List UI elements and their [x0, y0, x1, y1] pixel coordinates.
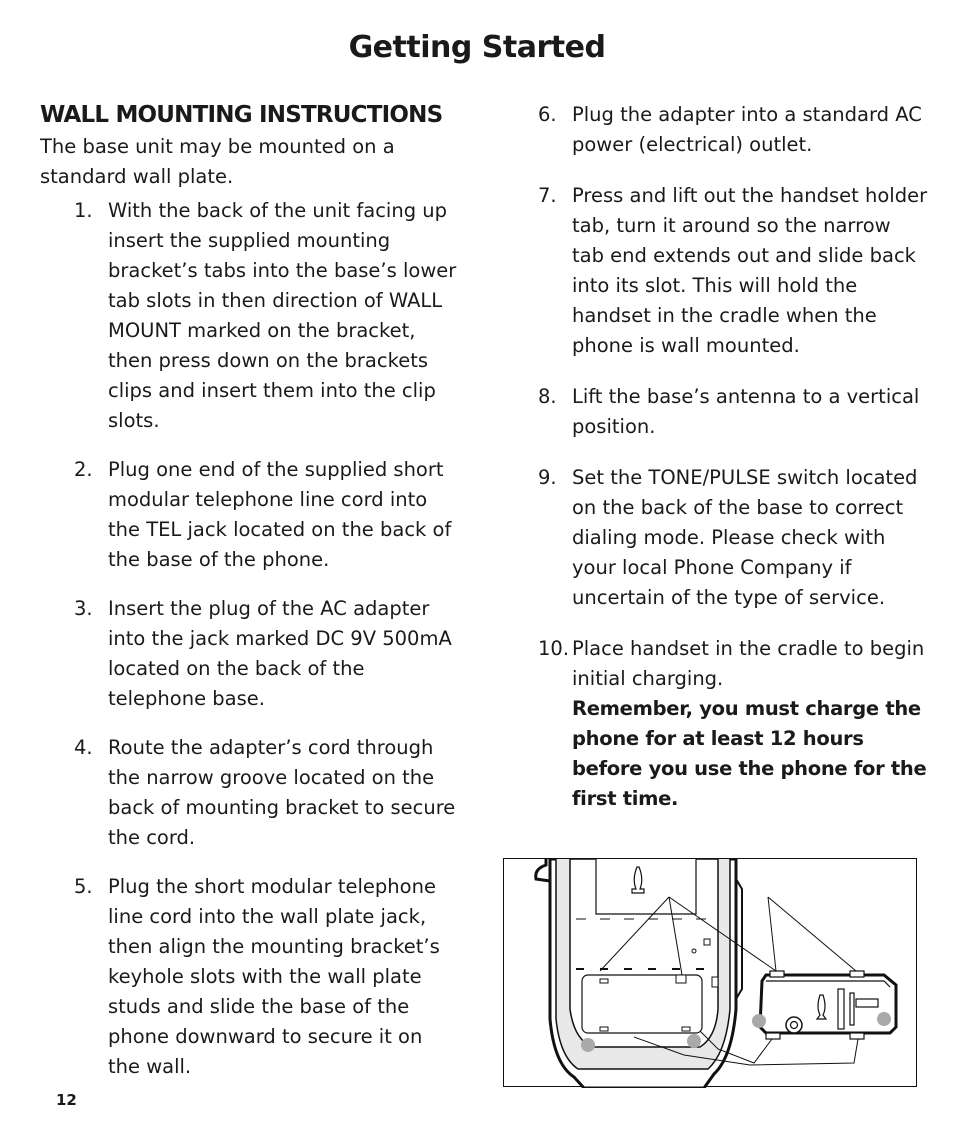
step-text: Lift the base’s antenna to a vertical position. — [572, 385, 920, 438]
step-text-main: Place handset in the cradle to begin initial charging. — [572, 637, 925, 690]
step-9 — [538, 463, 928, 613]
step-number: 2. — [74, 458, 93, 481]
side-clip — [712, 977, 718, 987]
step-number: 7. — [538, 184, 557, 207]
cord-groove — [838, 989, 844, 1029]
rubber-foot — [581, 1038, 595, 1052]
step-1 — [74, 196, 460, 436]
screw-hole — [692, 949, 696, 953]
rubber-foot — [687, 1034, 701, 1048]
tab-slot — [600, 979, 608, 983]
step-6 — [538, 100, 928, 160]
bracket-foot — [752, 1014, 766, 1028]
phone-base-diagram — [504, 859, 918, 1088]
step-5 — [74, 872, 460, 1082]
step-text: With the back of the unit facing up insert the supplied mounting bracket’s tabs into the base’s lower tab slots in then direction of WALL MOUNT marked on the bracket, then press down on the brackets clips and insert them into the clip slots. — [108, 199, 457, 432]
step-number: 3. — [74, 597, 93, 620]
step-3 — [74, 594, 460, 714]
bracket-tab — [770, 971, 784, 977]
leader-line — [768, 897, 776, 971]
step-8 — [538, 382, 928, 442]
page-number: 12 — [56, 1091, 77, 1109]
keyhole-center — [791, 1022, 798, 1029]
tab-slot — [682, 1027, 690, 1031]
tab-slot — [600, 1027, 608, 1031]
side-clip — [704, 939, 710, 945]
step-number: 9. — [538, 466, 557, 489]
steps-list-right — [538, 100, 928, 814]
right-column — [538, 100, 928, 835]
step-text: Route the adapter’s cord through the narrow groove located on the back of mounting bracket to secure the cord. — [108, 736, 456, 849]
step-number: 5. — [74, 875, 93, 898]
step-number: 10. — [538, 637, 570, 660]
step-2 — [74, 455, 460, 575]
tab-slot — [676, 975, 686, 983]
bracket-tab — [766, 1033, 780, 1039]
steps-list-left — [40, 196, 460, 1082]
bracket-tab — [850, 971, 864, 977]
step-number: 8. — [538, 385, 557, 408]
step-10 — [538, 634, 928, 814]
bracket-foot — [877, 1012, 891, 1026]
lower-recess — [582, 975, 702, 1033]
left-column — [40, 102, 460, 1101]
step-text: Plug the adapter into a standard AC power (electrical) outlet. — [572, 103, 922, 156]
step-number: 1. — [74, 199, 93, 222]
step-text: Set the TONE/PULSE switch located on the back of the base to correct dialing mode. Please check with your local Phone Company if uncertain of the type of service. — [572, 466, 918, 609]
antenna-shape — [536, 859, 550, 881]
step-text: Insert the plug of the AC adapter into the jack marked DC 9V 500mA located on the back of the telephone base. — [108, 597, 452, 710]
step-7 — [538, 181, 928, 361]
page-title: Getting Started — [348, 30, 606, 65]
charge-reminder: Remember, you must charge the phone for at least 12 hours before you use the phone for the first time. — [572, 697, 927, 810]
leader-line — [768, 897, 856, 971]
wall-mount-illustration — [503, 858, 917, 1087]
step-4 — [74, 733, 460, 853]
step-number: 6. — [538, 103, 557, 126]
step-number: 4. — [74, 736, 93, 759]
clip-tab — [856, 999, 878, 1007]
step-text: Press and lift out the handset holder tab, turn it around so the narrow tab end extends out and slide back into its slot. This will hold the handset in the cradle when the phone is wall mounted. — [572, 184, 928, 357]
step-text: Plug the short modular telephone line cord into the wall plate jack, then align the mounting bracket’s keyhole slots with the wall plate studs and slide the base of the phone downward to secure it on the wall. — [108, 875, 440, 1078]
cord-groove — [850, 993, 854, 1025]
intro-paragraph: The base unit may be mounted on a standard wall plate. — [40, 135, 395, 188]
step-text — [572, 634, 928, 814]
step-text: Plug one end of the supplied short modular telephone line cord into the TEL jack located on the back of the base of the phone. — [108, 458, 452, 571]
section-heading: WALL MOUNTING INSTRUCTIONS — [40, 102, 443, 128]
bracket-tab — [850, 1033, 864, 1039]
